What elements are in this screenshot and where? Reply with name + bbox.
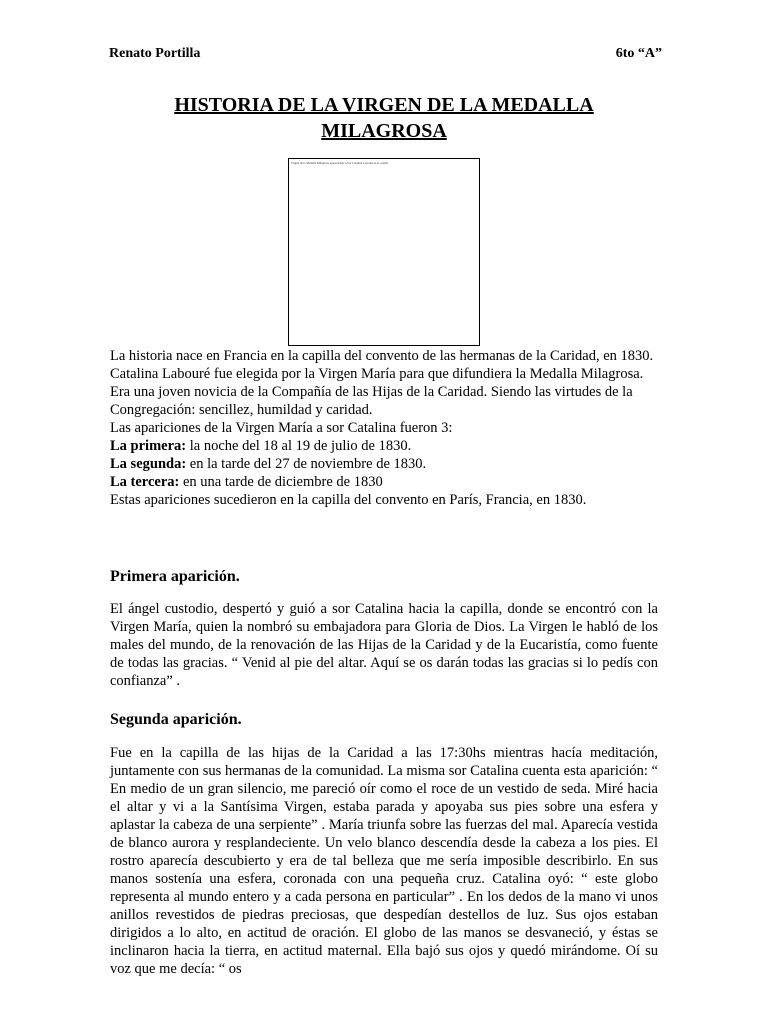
image-caption: Virgen de la Medalla Milagrosa apareciendo a Sor Catalina Labouré en la capilla <box>291 162 389 165</box>
section-paragraph-first: El ángel custodio, despertó y guió a sor Catalina hacia la capilla, donde se encontró con la Virgen María, quien la nombró su embajadora para Gloria de Dios. La Virgen le habló de los males del mundo, de la renovación de las Hijas de la Caridad y de la Eucaristía, como fuente de todas las gracias. “ Venid al pie del altar. Aquí se os darán todas las gracias si lo pedís con confianza” . <box>110 601 658 689</box>
first-label: La primera: <box>110 438 187 454</box>
intro-section <box>110 347 662 509</box>
grade-label: 6to “A” <box>615 46 662 61</box>
intro-line-1: La historia nace en Francia en la capilla del convento de las hermanas de la Caridad, en 1830. <box>110 348 654 364</box>
intro-line-4: Las apariciones de la Virgen María a sor Catalina fueron 3: <box>110 420 453 436</box>
section-heading-first: Primera aparición. <box>110 568 240 585</box>
second-text: en la tarde del 27 de noviembre de 1830. <box>186 456 427 472</box>
page-title: HISTORIA DE LA VIRGEN DE LA MEDALLA MILAGROSA <box>174 94 594 142</box>
intro-line-5: Estas apariciones sucedieron en la capilla del convento en París, Francia, en 1830. <box>110 492 587 508</box>
intro-line-2: Catalina Labouré fue elegida por la Virgen María para que difundiera la Medalla Milagrosa. <box>110 366 644 382</box>
first-text: la noche del 18 al 19 de julio de 1830. <box>186 438 412 454</box>
third-apparition-line <box>110 473 662 491</box>
intro-line-3: Era una joven novicia de la Compañía de las Hijas de la Caridad. Siendo las virtudes de la Congregación: sencillez, humildad y caridad. <box>110 384 633 418</box>
second-apparition-line <box>110 455 662 473</box>
section-heading-second: Segunda aparición. <box>110 711 242 728</box>
first-apparition-line <box>110 437 662 455</box>
third-text: en una tarde de diciembre de 1830 <box>179 474 383 490</box>
section-paragraph-second: Fue en la capilla de las hijas de la Caridad a las 17:30hs mientras hacía meditación, juntamente con sus hermanas de la comunidad. La misma sor Catalina cuenta esta aparición: “ En medio de un gran silencio, me pareció oír como el roce de un vestido de seda. Miré hacia el altar y vi a la Santísima Virgen, estaba parada y apoyaba sus pies sobre una esfera y aplastar la cabeza de una serpiente” . María triunfa sobre las fuerzas del mal. Aparecía vestida de blanco aurora y resplandeciente. Un velo blanco descendía desde la cabeza a los pies. El rostro aparecía descubierto y era de tal belleza que me sería imposible describirlo. En sus manos sostenía una esfera, coronada con una pequeña cruz. Catalina oyó: “ este globo representa al mundo entero y a cada persona en particular” . En los dedos de la mano vi unos anillos revestidos de piedras preciosas, que despedían destellos de luz. Sus ojos estaban dirigidos a lo alto, en actitud de oración. El globo de las manos se desvaneció, y éstas se inclinaron hacia la tierra, en actitud maternal. Ella bajó sus ojos y quedó mirándome. Oí su voz que me decía: “ os <box>110 745 658 977</box>
author-name: Renato Portilla <box>109 46 201 61</box>
second-label: La segunda: <box>110 456 187 472</box>
third-label: La tercera: <box>110 474 180 490</box>
virgin-image-placeholder <box>288 158 480 346</box>
